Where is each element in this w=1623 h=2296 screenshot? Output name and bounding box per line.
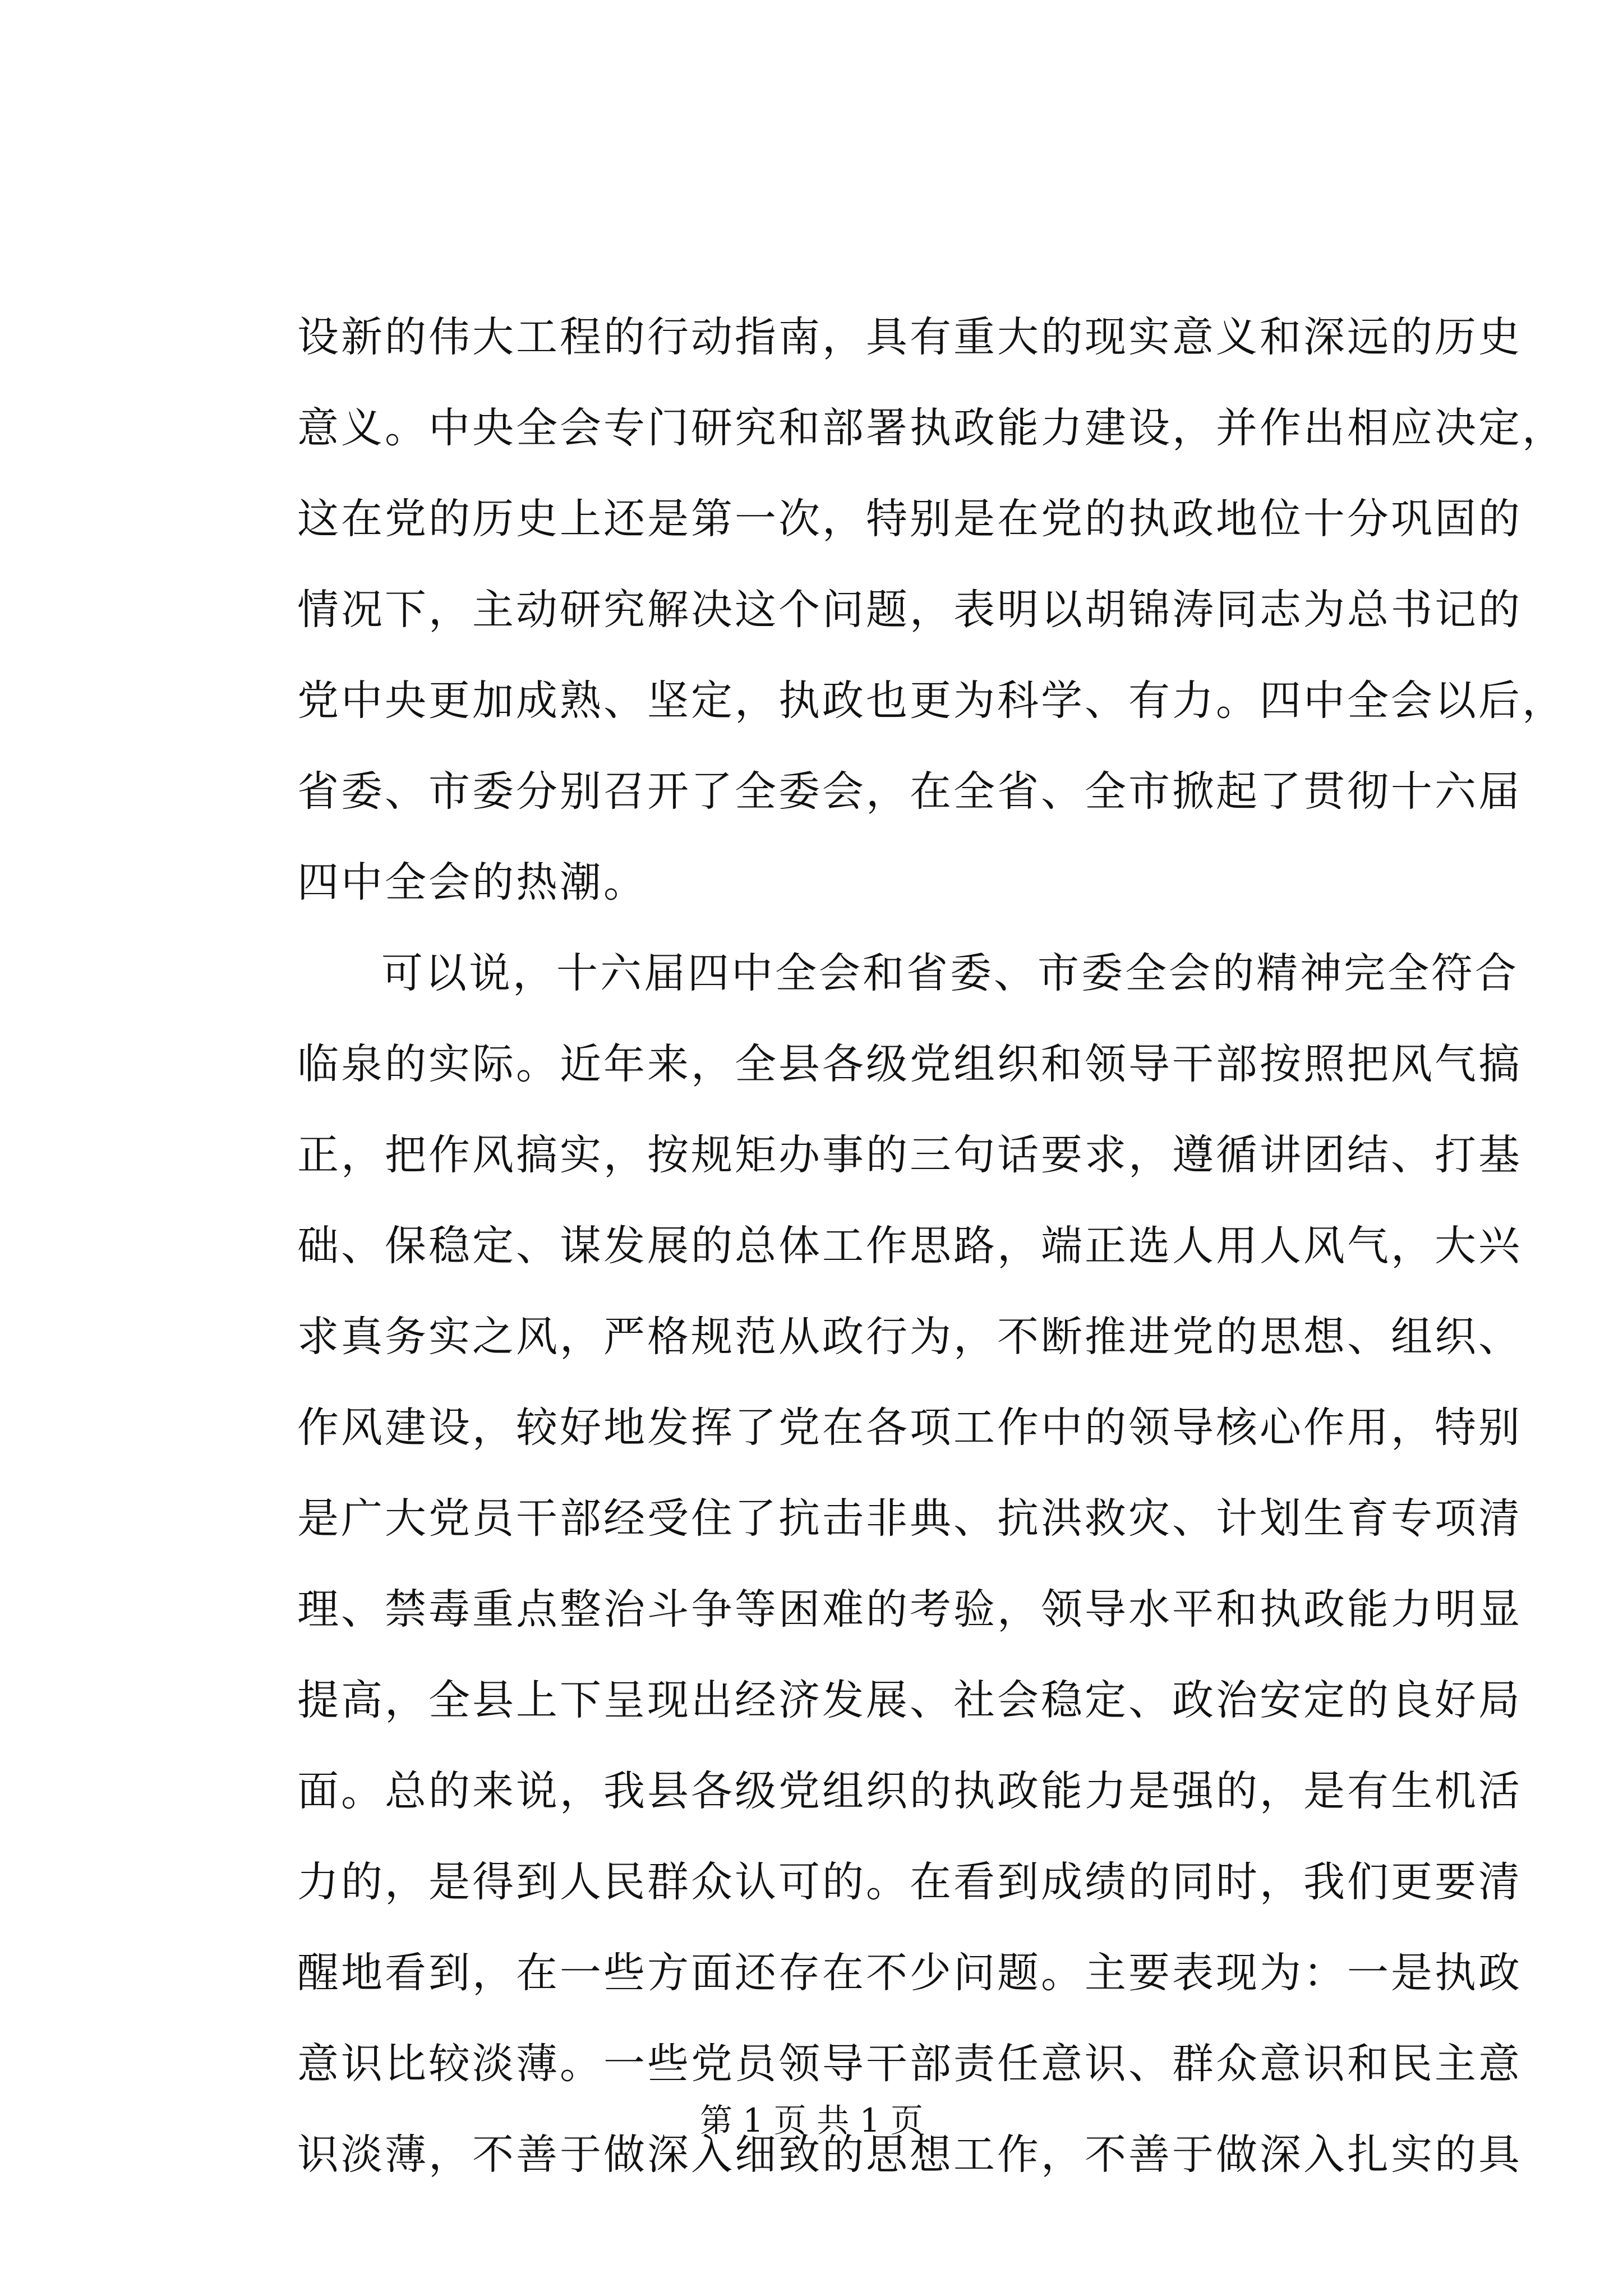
text-line: 求真务实之风，严格规范从政行为，不断推进党的思想、组织、: [297, 1313, 1522, 1361]
text-line: 设新的伟大工程的行动指南，具有重大的现实意义和深远的历史: [297, 313, 1522, 361]
page-footer: [0, 2101, 1623, 2140]
text-line: 理、禁毒重点整治斗争等困难的考验，领导水平和执政能力明显: [297, 1585, 1522, 1634]
text-line: 党中央更加成熟、坚定，执政也更为科学、有力。四中全会以后，: [297, 677, 1566, 725]
text-line: 情况下，主动研究解决这个问题，表明以胡锦涛同志为总书记的: [297, 586, 1522, 634]
text-line: 础、保稳定、谋发展的总体工作思路，端正选人用人风气，大兴: [297, 1222, 1522, 1270]
text-line: 醒地看到，在一些方面还存在不少问题。主要表现为：一是执政: [297, 1949, 1522, 1997]
text-line: 意识比较淡薄。一些党员领导干部责任意识、群众意识和民主意: [297, 2040, 1522, 2088]
text-line: 正，把作风搞实，按规矩办事的三句话要求，遵循讲团结、打基: [297, 1131, 1522, 1179]
text-line: 临泉的实际。近年来，全县各级党组织和领导干部按照把风气搞: [297, 1040, 1522, 1088]
text-line: 作风建设，较好地发挥了党在各项工作中的领导核心作用，特别: [297, 1404, 1522, 1452]
text-line: 可以说，十六届四中全会和省委、市委全会的精神完全符合: [381, 949, 1519, 997]
text-line: 提高，全县上下呈现出经济发展、社会稳定、政治安定的良好局: [297, 1676, 1522, 1724]
text-line: 四中全会的热潮。: [297, 858, 647, 907]
text-line: 面。总的来说，我县各级党组织的执政能力是强的，是有生机活: [297, 1767, 1522, 1815]
document-body: [297, 292, 1566, 2200]
text-line: 意义。中央全会专门研究和部署执政能力建设，并作出相应决定，: [297, 404, 1566, 452]
text-line: 省委、市委分别召开了全委会，在全省、全市掀起了贯彻十六届: [297, 767, 1522, 816]
text-line: 力的，是得到人民群众认可的。在看到成绩的同时，我们更要清: [297, 1858, 1522, 1906]
paragraph-1: [297, 292, 1566, 928]
text-line: 是广大党员干部经受住了抗击非典、抗洪救灾、计划生育专项清: [297, 1494, 1522, 1543]
page-number: 第 1 页 共 1 页: [700, 2101, 923, 2139]
text-line: 这在党的历史上还是第一次，特别是在党的执政地位十分巩固的: [297, 495, 1522, 543]
paragraph-2: [297, 928, 1522, 2200]
text-line: 识淡薄，不善于做深入细致的思想工作，不善于做深入扎实的具: [297, 2131, 1522, 2179]
